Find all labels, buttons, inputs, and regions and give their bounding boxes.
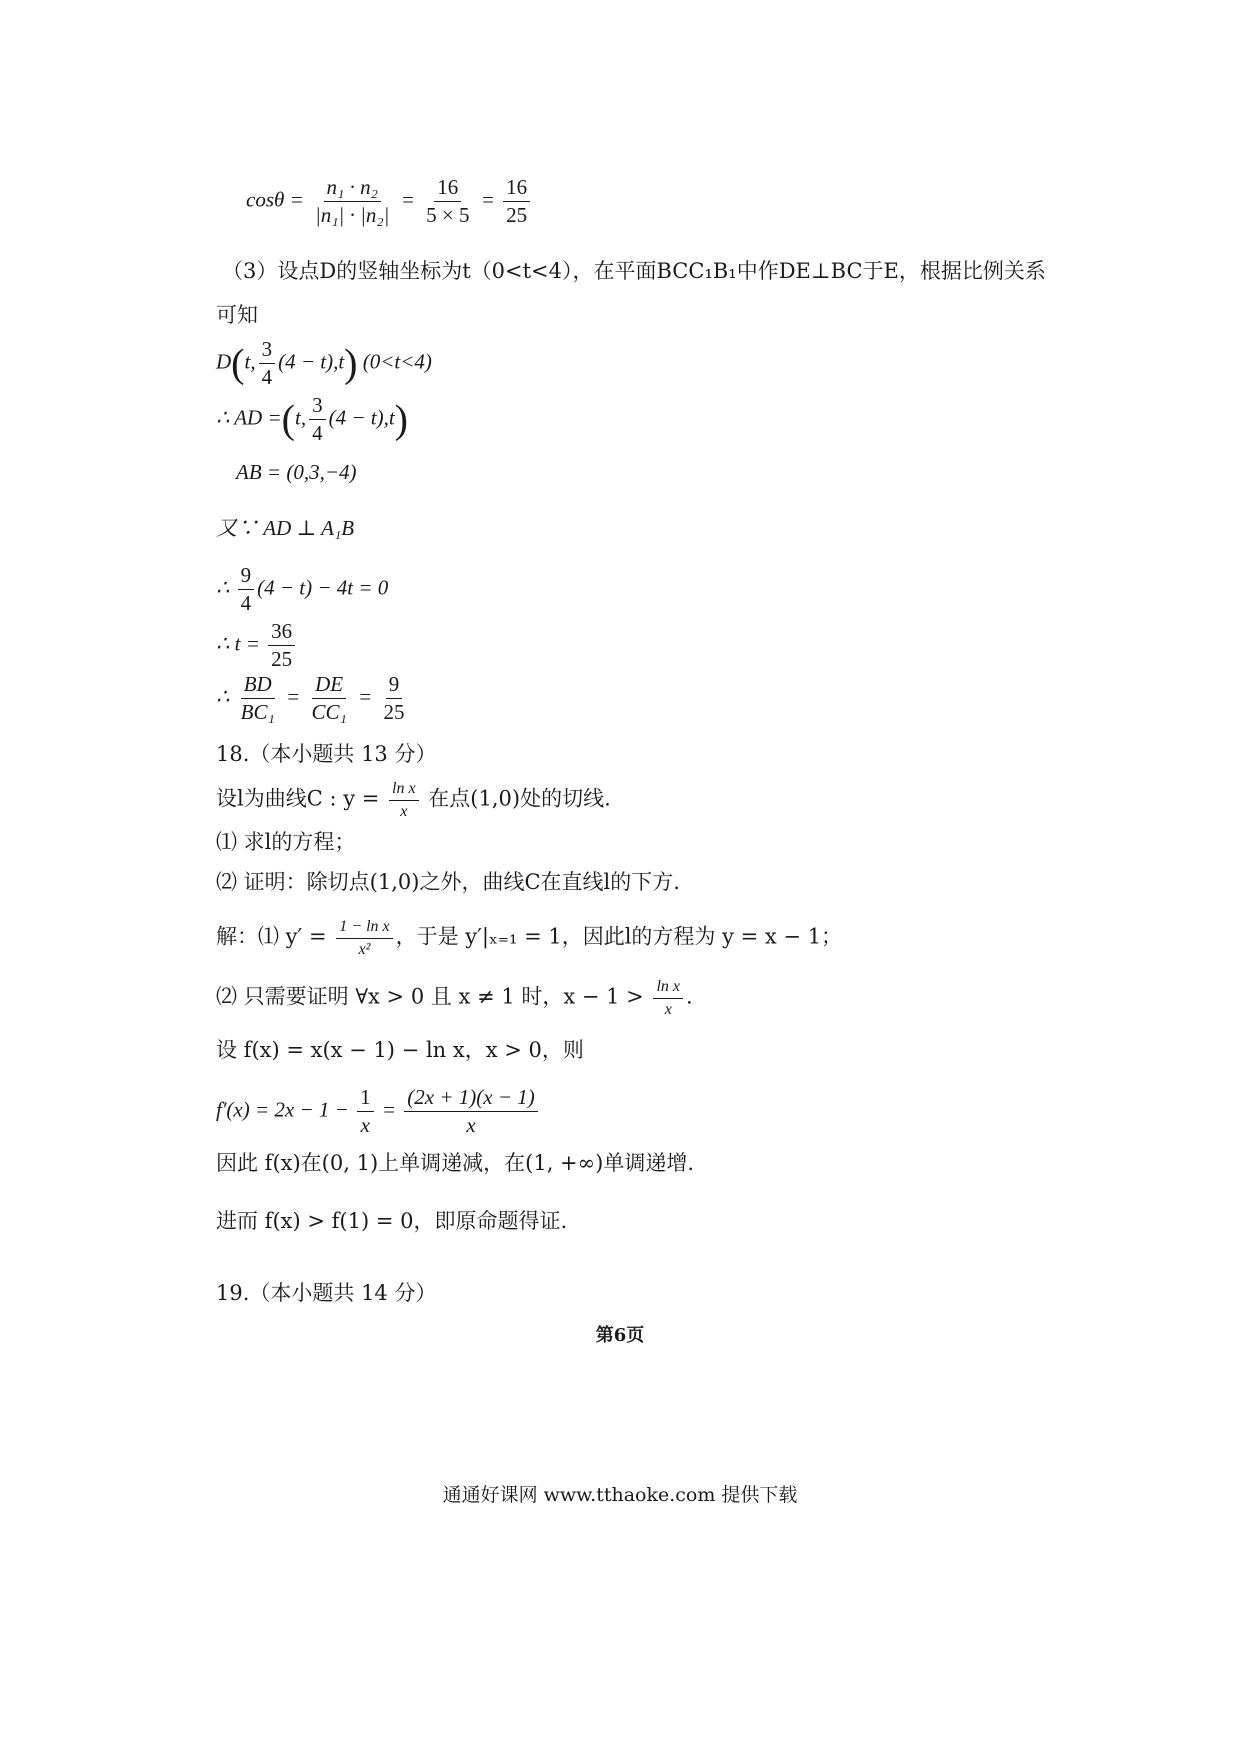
footer-source: 通通好课网 www.tthaoke.com 提供下载 bbox=[442, 1484, 798, 1506]
solution-line-2: ⑵ 只需要证明 ∀x > 0 且 x ≠ 1 时，x − 1 > $\frac{\text{ln x}}{x}$ . bbox=[216, 978, 693, 1018]
solution-line-1: 解：⑴ y′ = $\frac{\text{1 − ln x}}{\text{x²}}$ ，于是 y′|ₓ₌₁ = 1，因此l的方程为 y = x − 1； bbox=[216, 918, 843, 958]
question-19-title: 19.（本小题共 14 分） bbox=[216, 1281, 437, 1305]
eq3-fraction-value: $\frac{9}{25}$ bbox=[383, 672, 405, 725]
cos-theta-equation: cosθ = $\frac{\text{n₁ · n₂}}{\text{|n₁| · |n₂|}}$ = $\frac{16}{5 \times 5}$ = $\frac{16}{25}$ bbox=[246, 176, 533, 227]
eq3-fraction-bd: $\frac{BD}{\text{BC₁}}$ bbox=[240, 672, 275, 725]
q18-fraction: $\frac{\text{ln x}}{x}$ bbox=[389, 780, 419, 820]
solution-line-4: f′(x) = 2x − 1 − $\frac{1}{x}$ = $\frac{(2x + 1)(x - 1)}{x}$ bbox=[216, 1086, 541, 1137]
cos-fraction-vectors: $\frac{\text{n₁ · n₂}}{\text{|n₁| · |n₂|}}$ bbox=[314, 175, 390, 228]
solution-line-3: 设 f(x) = x(x − 1) − ln x，x > 0，则 bbox=[216, 1038, 584, 1062]
solution-line-5: 因此 f(x)在(0, 1)上单调递减，在(1, +∞)单调递增. bbox=[216, 1151, 694, 1175]
ab-vector: AB = (0,3,−4) bbox=[236, 460, 357, 484]
page-number: 第6页 bbox=[595, 1325, 645, 1346]
equation-3: ∴ $\frac{BD}{\text{BC₁}}$ = $\frac{DE}{\text{CC₁}}$ = $\frac{9}{25}$ bbox=[216, 673, 410, 724]
eq3-fraction-de: $\frac{DE}{\text{CC₁}}$ bbox=[311, 672, 347, 725]
cos-lhs: cosθ bbox=[246, 187, 285, 212]
sol4-fraction-2: $\frac{(2x + 1)(x - 1)}{x}$ bbox=[404, 1086, 537, 1137]
d-coordinate: D(t, $\frac{3}{4}$ (4 − t),t) (0<t<4) bbox=[216, 337, 432, 390]
question-18-part2: ⑵ 证明：除切点(1,0)之外，曲线C在直线l的下方. bbox=[216, 870, 680, 894]
question-18-part1: ⑴ 求l的方程； bbox=[216, 830, 356, 854]
equation-1: ∴ $\frac{9}{4}$ (4 − t) − 4t = 0 bbox=[216, 563, 389, 616]
ad-fraction: $\frac{3}{4}$ bbox=[309, 394, 326, 445]
cos-fraction-1: $\frac{16}{5 \times 5}$ bbox=[426, 175, 470, 228]
solution-line-6: 进而 f(x) > f(1) = 0，即原命题得证. bbox=[216, 1209, 568, 1233]
part3-continuation: 可知 bbox=[216, 303, 258, 327]
eq2-fraction: $\frac{36}{25}$ bbox=[268, 620, 295, 671]
ad-vector: ∴ AD =(t, $\frac{3}{4}$ (4 − t),t) bbox=[216, 393, 408, 446]
sol1-fraction: $\frac{\text{1 − ln x}}{\text{x²}}$ bbox=[336, 918, 392, 958]
question-18-statement: 设l为曲线C : y = $\frac{\text{ln x}}{x}$ 在点(1,0)处的切线. bbox=[216, 780, 611, 820]
perpendicular-condition: 又∵ AD ⊥ A₁B bbox=[216, 516, 355, 540]
equation-2: ∴ t = $\frac{36}{25}$ bbox=[216, 620, 298, 671]
sol4-fraction-1: $\frac{1}{x}$ bbox=[357, 1086, 374, 1137]
part3-text: （3）设点D的竖轴坐标为t（0<t<4），在平面BCC₁B₁中作DE⊥BC于E，根据比例关系 bbox=[222, 259, 1046, 283]
eq1-fraction: $\frac{9}{4}$ bbox=[238, 564, 255, 615]
cos-fraction-2: $\frac{16}{25}$ bbox=[503, 176, 530, 227]
d-fraction: $\frac{3}{4}$ bbox=[259, 338, 276, 389]
question-18-title: 18.（本小题共 13 分） bbox=[216, 742, 437, 766]
sol2-fraction: $\frac{\text{ln x}}{x}$ bbox=[653, 978, 683, 1018]
